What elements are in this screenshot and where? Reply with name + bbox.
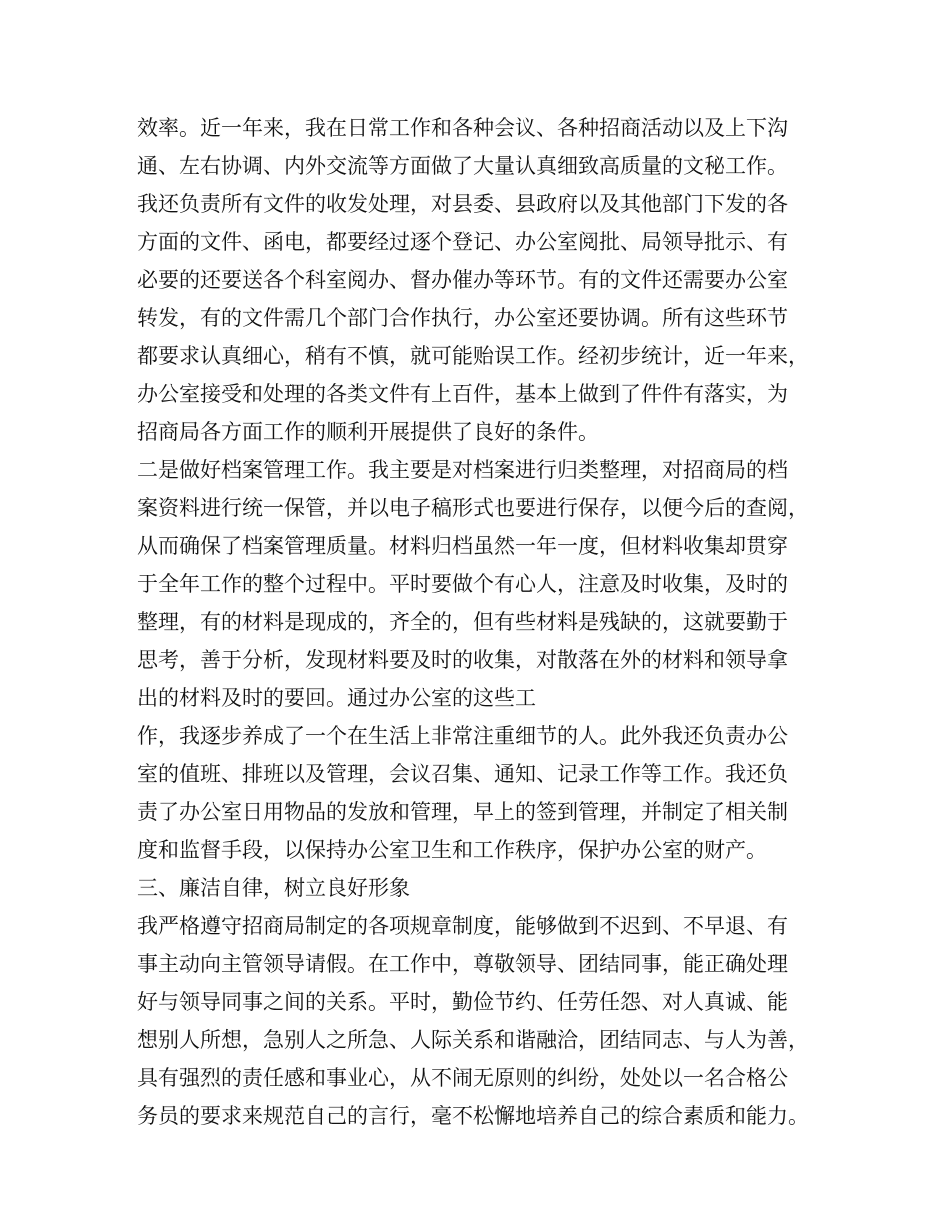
text-line: 责了办公室日用物品的发放和管理，早上的签到管理，并制定了相关制 — [137, 800, 788, 824]
section-heading: 三、廉洁自律，树立良好形象 — [137, 876, 410, 900]
text-line: 转发，有的文件需几个部门合作执行，办公室还要协调。所有这些环节 — [137, 306, 788, 330]
text-line: 必要的还要送各个科室阅办、督办催办等环节。有的文件还需要办公室 — [137, 268, 788, 292]
text-line: 招商局各方面工作的顺利开展提供了良好的条件。 — [137, 420, 599, 444]
text-line: 都要求认真细心，稍有不慎，就可能贻误工作。经初步统计，近一年来， — [137, 344, 809, 368]
text-line: 务员的要求来规范自己的言行，毫不松懈地培养自己的综合素质和能力。 — [137, 1104, 809, 1128]
text-line: 作，我逐步养成了一个在生活上非常注重细节的人。此外我还负责办公 — [137, 724, 788, 748]
text-line: 通、左右协调、内外交流等方面做了大量认真细致高质量的文秘工作。 — [137, 154, 788, 178]
text-line: 于全年工作的整个过程中。平时要做个有心人，注意及时收集，及时的 — [137, 572, 788, 596]
body-text — [137, 109, 837, 1135]
text-line: 好与领导同事之间的关系。平时，勤俭节约、任劳任怨、对人真诚、能 — [137, 990, 788, 1014]
text-line: 整理，有的材料是现成的，齐全的，但有些材料是残缺的，这就要勤于 — [137, 610, 788, 634]
text-line: 思考，善于分析，发现材料要及时的收集，对散落在外的材料和领导拿 — [137, 648, 788, 672]
text-line: 度和监督手段，以保持办公室卫生和工作秩序，保护办公室的财产。 — [137, 838, 767, 862]
text-line: 想别人所想，急别人之所急、人际关系和谐融洽，团结同志、与人为善， — [137, 1028, 809, 1052]
text-line: 我还负责所有文件的收发处理，对县委、县政府以及其他部门下发的各 — [137, 192, 788, 216]
text-line: 具有强烈的责任感和事业心，从不闹无原则的纠纷，处处以一名合格公 — [137, 1066, 788, 1090]
text-line: 二是做好档案管理工作。我主要是对档案进行归类整理，对招商局的档 — [137, 458, 788, 482]
text-line: 案资料进行统一保管，并以电子稿形式也要进行保存，以便今后的查阅， — [137, 496, 809, 520]
text-line: 办公室接受和处理的各类文件有上百件，基本上做到了件件有落实，为 — [137, 382, 788, 406]
text-line: 效率。近一年来，我在日常工作和各种会议、各种招商活动以及上下沟 — [137, 116, 788, 140]
text-line: 从而确保了档案管理质量。材料归档虽然一年一度，但材料收集却贯穿 — [137, 534, 788, 558]
text-line: 方面的文件、函电，都要经过逐个登记、办公室阅批、局领导批示、有 — [137, 230, 788, 254]
text-line: 出的材料及时的要回。通过办公室的这些工 — [137, 686, 536, 710]
text-line: 室的值班、排班以及管理，会议召集、通知、记录工作等工作。我还负 — [137, 762, 788, 786]
text-line: 我严格遵守招商局制定的各项规章制度，能够做到不迟到、不早退、有 — [137, 914, 788, 938]
text-line: 事主动向主管领导请假。在工作中，尊敬领导、团结同事，能正确处理 — [137, 952, 788, 976]
